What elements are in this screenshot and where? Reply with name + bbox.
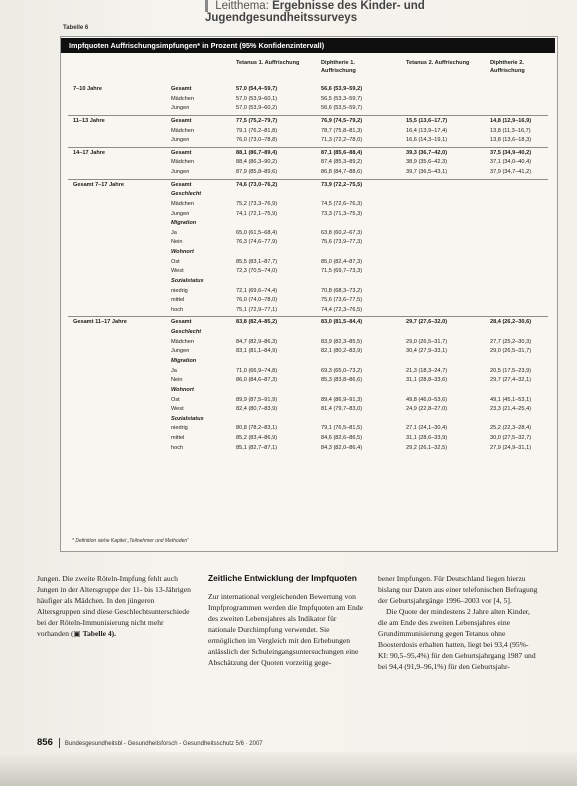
subgroup-cell: Migration: [171, 220, 197, 227]
table-row: [0, 229, 577, 238]
value-cell: 75,6 (73,6–77,5): [321, 297, 363, 304]
table-row: [0, 104, 577, 113]
subgroup-cell: Nein: [171, 239, 183, 246]
text-column-1: [37, 573, 194, 639]
subgroup-cell: Ost: [171, 258, 180, 265]
value-cell: 83,9 (82,3–85,5): [321, 338, 363, 345]
value-cell: 28,4 (26,2–30,6): [490, 319, 532, 326]
row-separator: [68, 179, 548, 180]
row-separator: [68, 316, 548, 317]
table-row: [0, 190, 577, 199]
value-cell: 71,5 (69,7–73,3): [321, 268, 363, 275]
table-row: [0, 386, 577, 395]
value-cell: 75,1 (72,9–77,1): [236, 306, 278, 313]
table-row: [0, 376, 577, 385]
value-cell: 84,6 (82,6–86,5): [321, 435, 363, 442]
text-column-2: [208, 573, 366, 668]
value-cell: 37,5 (34,9–40,2): [490, 149, 532, 156]
table-row: [0, 328, 577, 337]
value-cell: 73,3 (71,3–75,3): [321, 210, 363, 217]
table-row: [0, 444, 577, 453]
table-reference-link[interactable]: Tabelle 4).: [82, 629, 117, 638]
table-row: [0, 210, 577, 219]
value-cell: 29,2 (26,1–32,5): [406, 444, 448, 451]
value-cell: 73,9 (72,2–75,5): [321, 181, 363, 188]
page-number: 856: [37, 737, 53, 748]
subgroup-cell: mittel: [171, 435, 185, 442]
value-cell: 72,3 (70,5–74,0): [236, 268, 278, 275]
value-cell: 14,8 (12,9–16,9): [490, 117, 532, 124]
value-cell: 85,3 (83,8–86,6): [321, 377, 363, 384]
subgroup-cell: Gesamt: [171, 149, 192, 156]
subgroup-cell: Jungen: [171, 169, 190, 176]
table-label: Tabelle 6: [63, 25, 89, 31]
scan-shadow: [0, 752, 577, 786]
value-cell: 79,1 (76,5–81,5): [321, 425, 363, 432]
page-footer: [37, 737, 263, 748]
age-group-cell: 14–17 Jahre: [73, 149, 106, 156]
subgroup-cell: Geschlecht: [171, 329, 202, 336]
value-cell: 88,1 (86,7–89,4): [236, 149, 278, 156]
table-row: [0, 287, 577, 296]
subgroup-cell: Wohnort: [171, 386, 194, 393]
value-cell: 15,5 (13,6–17,7): [406, 117, 448, 124]
value-cell: 77,5 (75,2–79,7): [236, 117, 278, 124]
value-cell: 25,2 (22,3–28,4): [490, 425, 532, 432]
value-cell: 83,0 (81,5–84,4): [321, 319, 363, 326]
value-cell: 65,0 (61,5–68,4): [236, 229, 278, 236]
table-row: [0, 357, 577, 366]
subgroup-cell: niedrig: [171, 425, 188, 432]
subgroup-cell: Jungen: [171, 210, 190, 217]
subgroup-cell: Nein: [171, 377, 183, 384]
value-cell: 81,4 (79,7–83,0): [321, 406, 363, 413]
value-cell: 29,7 (27,4–32,1): [490, 377, 532, 384]
value-cell: 56,6 (53,5–59,7): [321, 105, 363, 112]
value-cell: 88,4 (86,3–90,2): [236, 159, 278, 166]
value-cell: 76,3 (74,6–77,9): [236, 239, 278, 246]
column-header-tetanus-1: Tetanus 1. Auffrischung: [236, 60, 300, 66]
value-cell: 89,4 (86,9–91,3): [321, 396, 363, 403]
value-cell: 31,1 (28,6–33,9): [406, 435, 448, 442]
value-cell: 16,6 (14,3–19,1): [406, 137, 448, 144]
value-cell: 29,0 (26,5–31,7): [406, 338, 448, 345]
table-row: [0, 296, 577, 305]
table-row: [0, 200, 577, 209]
table-caption: Impfquoten Auffrischungsimpfungen* in Prozent (95% Konfidenzintervall): [61, 38, 555, 53]
table-row: [0, 434, 577, 443]
journal-citation: Bundesgesundheitsbl - Gesundheitsforsch - Gesundheitsschutz 5/6 · 2007: [64, 741, 263, 747]
subgroup-cell: West: [171, 406, 184, 413]
table-row: [0, 267, 577, 276]
footer-divider: [59, 738, 60, 748]
subgroup-cell: Ja: [171, 229, 177, 236]
value-cell: 21,3 (18,3–24,7): [406, 367, 448, 374]
subgroup-cell: Ost: [171, 396, 180, 403]
value-cell: 75,2 (73,3–76,9): [236, 200, 278, 207]
text-column-3: [378, 573, 538, 672]
table-row: [0, 306, 577, 315]
value-cell: 74,4 (72,3–76,5): [321, 306, 363, 313]
age-group-cell: 11–13 Jahre: [73, 117, 105, 124]
paragraph: Jungen. Die zweite Röteln-Impfung fehlt auch Jungen in der Altersgruppe der 11- bis 13-Jährigen häufiger als Mädchen. In den jüngeren Altersgruppen sind diese Geschlechtsunterschiede bei der Röteln-Immunisierung nicht mehr vorhanden (▣ Tabelle 4).: [37, 574, 191, 638]
row-separator: [68, 115, 548, 116]
value-cell: 83,8 (82,4–85,2): [236, 319, 278, 326]
value-cell: 20,5 (17,5–23,9): [490, 367, 532, 374]
value-cell: 86,0 (84,6–87,3): [236, 377, 278, 384]
table-row: [0, 415, 577, 424]
subgroup-cell: niedrig: [171, 287, 188, 294]
table-row: [0, 248, 577, 257]
value-cell: 37,9 (34,7–41,2): [490, 169, 532, 176]
table-row: [0, 347, 577, 356]
table-row: [0, 149, 577, 158]
value-cell: 16,4 (13,9–17,4): [406, 127, 448, 134]
value-cell: 69,3 (65,0–73,2): [321, 367, 363, 374]
value-cell: 76,0 (74,0–78,0): [236, 297, 278, 304]
value-cell: 24,9 (22,8–27,0): [406, 406, 448, 413]
table-reference-icon: ▣: [73, 629, 81, 638]
value-cell: 78,7 (75,8–81,3): [321, 127, 363, 134]
value-cell: 89,9 (87,5–91,9): [236, 396, 278, 403]
subgroup-cell: Sozialstatus: [171, 277, 204, 284]
table-row: [0, 158, 577, 167]
column-header-tetanus-2: Tetanus 2. Auffrischung: [406, 60, 470, 66]
subgroup-cell: Gesamt: [171, 117, 192, 124]
value-cell: 30,4 (27,9–33,1): [406, 348, 448, 355]
table-footnote: * Definition siehe Kapitel „Teilnehmer und Methoden“: [72, 538, 189, 544]
subgroup-cell: Gesamt: [171, 86, 192, 92]
value-cell: 70,8 (68,3–73,2): [321, 287, 363, 294]
table-row: [0, 95, 577, 104]
value-cell: 39,3 (36,7–42,0): [406, 149, 448, 156]
value-cell: 63,8 (60,2–67,3): [321, 229, 363, 236]
value-cell: 86,8 (84,7–88,6): [321, 169, 363, 176]
header-rule: [205, 0, 208, 12]
table-row: [0, 219, 577, 228]
value-cell: 76,0 (73,0–78,8): [236, 137, 278, 144]
value-cell: 82,4 (80,7–83,9): [236, 406, 278, 413]
value-cell: 49,1 (45,1–53,1): [490, 396, 532, 403]
value-cell: 85,2 (83,4–86,9): [236, 435, 278, 442]
table-row: [0, 338, 577, 347]
subgroup-cell: Mädchen: [171, 338, 195, 345]
subgroup-cell: Gesamt: [171, 181, 192, 188]
value-cell: 27,9 (24,9–31,1): [490, 444, 532, 451]
subgroup-cell: Wohnort: [171, 249, 194, 256]
value-cell: 85,0 (82,4–87,3): [321, 258, 363, 265]
value-cell: 56,6 (53,9–59,2): [321, 86, 363, 92]
age-group-cell: Gesamt 7–17 Jahre: [73, 181, 124, 188]
value-cell: 87,4 (85,3–89,2): [321, 159, 363, 166]
value-cell: 23,3 (21,4–25,4): [490, 406, 532, 413]
value-cell: 74,1 (72,1–75,9): [236, 210, 278, 217]
value-cell: 56,5 (53,3–59,7): [321, 95, 363, 102]
value-cell: 49,8 (46,0–53,6): [406, 396, 448, 403]
value-cell: 57,0 (54,4–59,7): [236, 86, 278, 92]
running-header: [205, 0, 577, 25]
subgroup-cell: Jungen: [171, 137, 190, 144]
subgroup-cell: Mädchen: [171, 127, 195, 134]
subgroup-cell: Ja: [171, 367, 177, 374]
table-row: [0, 258, 577, 267]
table-row: [0, 181, 577, 190]
table-row: [0, 168, 577, 177]
table-row: [0, 127, 577, 136]
value-cell: 72,1 (69,6–74,4): [236, 287, 278, 294]
value-cell: 74,6 (73,0–76,2): [236, 181, 278, 188]
subgroup-cell: Gesamt: [171, 319, 192, 326]
subgroup-cell: West: [171, 268, 184, 275]
value-cell: 85,1 (82,7–87,1): [236, 444, 278, 451]
subgroup-cell: Mädchen: [171, 95, 195, 102]
value-cell: 39,7 (36,5–43,1): [406, 169, 448, 176]
table-row: [0, 367, 577, 376]
table-row: [0, 238, 577, 247]
value-cell: 74,5 (72,6–76,3): [321, 200, 363, 207]
subgroup-cell: Mädchen: [171, 159, 195, 166]
value-cell: 29,0 (26,5–31,7): [490, 348, 532, 355]
value-cell: 13,8 (11,3–16,7): [490, 127, 531, 134]
value-cell: 27,7 (25,2–30,3): [490, 338, 532, 345]
value-cell: 38,9 (35,6–42,3): [406, 159, 448, 166]
value-cell: 37,1 (34,0–40,4): [490, 159, 532, 166]
table-row: [0, 117, 577, 126]
section-heading: Zeitliche Entwicklung der Impfquoten: [208, 573, 357, 583]
subgroup-cell: Sozialstatus: [171, 415, 204, 422]
value-cell: 75,6 (73,9–77,3): [321, 239, 363, 246]
table-row: [0, 424, 577, 433]
table-row: [0, 136, 577, 145]
value-cell: 57,0 (53,9–60,2): [236, 105, 278, 112]
subgroup-cell: Jungen: [171, 105, 190, 112]
value-cell: 57,0 (53,9–60,1): [236, 95, 278, 102]
value-cell: 79,1 (76,2–81,8): [236, 127, 278, 134]
subgroup-cell: Mädchen: [171, 200, 195, 207]
subgroup-cell: hoch: [171, 444, 184, 451]
paragraph: Zur international vergleichenden Bewertung von Impfprogrammen werden die Impfquoten am Ende des zweiten Lebensjahres als Indikator für nationale Durchimpfung verwendet. Sie ermöglichen im Vergleich mit den Erhebungen anlässlich der Schuleingangsuntersuchungen eine Abschätzung der Quoten vorzeitig gege-: [208, 592, 363, 667]
value-cell: 80,8 (78,2–83,1): [236, 425, 278, 432]
value-cell: 87,1 (85,6–88,4): [321, 149, 363, 156]
header-label: Leitthema:: [215, 0, 269, 13]
subgroup-cell: mittel: [171, 297, 185, 304]
subgroup-cell: Geschlecht: [171, 191, 202, 198]
subgroup-cell: Jungen: [171, 348, 190, 355]
value-cell: 76,9 (74,5–79,2): [321, 117, 363, 124]
subgroup-cell: hoch: [171, 306, 184, 313]
value-cell: 13,8 (13,6–18,3): [490, 137, 532, 144]
column-header-diphtherie-2: Diphtherie 2. Auffrischung: [490, 60, 525, 74]
age-group-cell: 7–10 Jahre: [73, 86, 102, 92]
subgroup-cell: Migration: [171, 358, 197, 364]
value-cell: 84,3 (82,0–86,4): [321, 444, 363, 451]
value-cell: 71,0 (66,9–74,8): [236, 367, 278, 374]
value-cell: 87,9 (85,8–89,6): [236, 169, 278, 176]
age-group-cell: Gesamt 11–17 Jahre: [73, 319, 127, 326]
value-cell: 84,7 (82,9–86,3): [236, 338, 278, 345]
value-cell: 82,1 (80,2–83,9): [321, 348, 363, 355]
value-cell: 30,0 (27,5–32,7): [490, 435, 532, 442]
value-cell: 71,3 (72,2–78,0): [321, 137, 363, 144]
table-row: [0, 85, 577, 94]
column-header-diphtherie-1: Diphtherie 1. Auffrischung: [321, 60, 356, 74]
table-row: [0, 396, 577, 405]
value-cell: 27,1 (24,1–30,4): [406, 425, 448, 432]
paragraph: Die Quote der mindestens 2 Jahre alten Kinder, die am Ende des zweiten Lebensjahres eine Grundimmunisierung gegen Tetanus ohne Boosterdosis erhalten hatten, liegt bei 93,4 (95%-KI: 90,5–95,4%) für den Geburtsjahrgang 1987 und bei 94,4 (91,9–96,1%) für den Geburtsjahr-: [378, 607, 536, 671]
header-title: Ergebnisse des Kinder- und Jugendgesundheitssurveys: [205, 0, 425, 25]
table-row: [0, 318, 577, 327]
table-row: [0, 405, 577, 414]
value-cell: 83,1 (81,1–84,9): [236, 348, 278, 355]
row-separator: [68, 147, 548, 148]
value-cell: 29,7 (27,6–32,0): [406, 319, 448, 326]
table-row: [0, 277, 577, 286]
paragraph: bener Impfungen. Für Deutschland liegen hierzu bislang nur Daten aus einer telefonischen Befragung der Geburtsjahrgänge 1996–2003 vor [4, 5].: [378, 574, 538, 605]
value-cell: 31,1 (28,8–33,6): [406, 377, 448, 384]
value-cell: 85,5 (83,1–87,7): [236, 258, 278, 265]
